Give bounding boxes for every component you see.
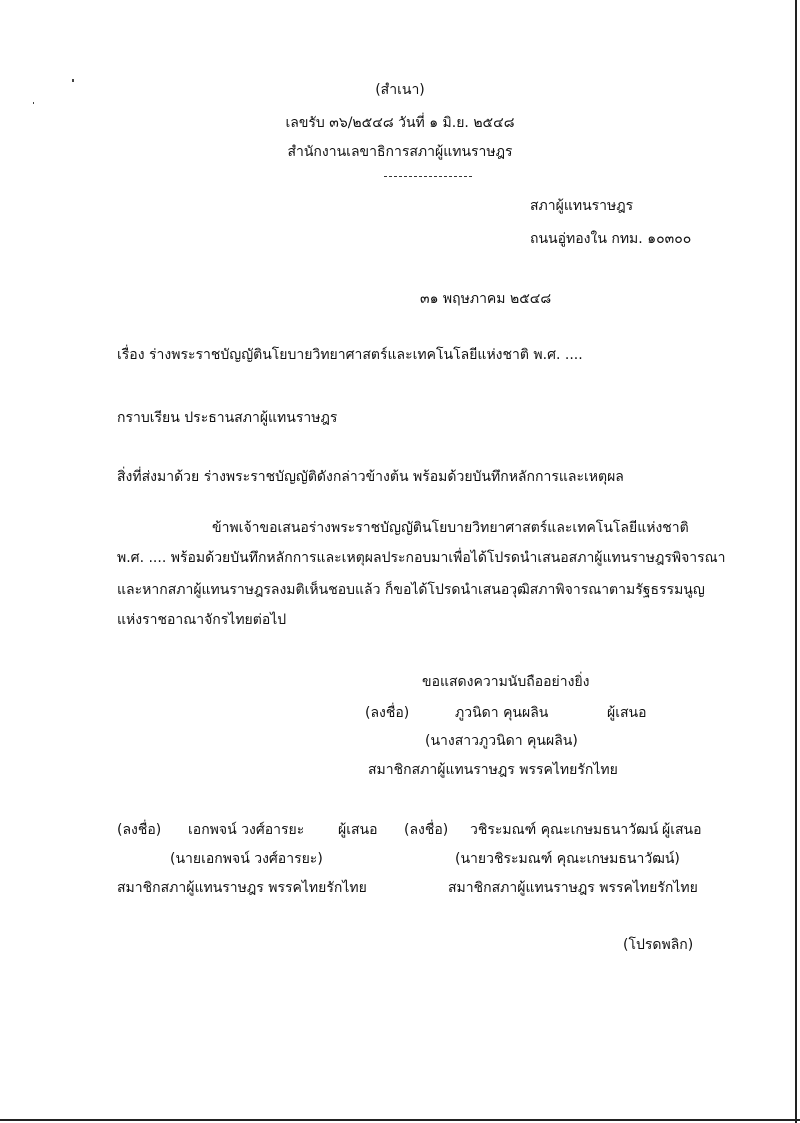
body-line-3: และหากสภาผู้แทนราษฎรลงมติเห็นชอบแล้ว ก็ขอได้โปรดนำเสนอวุฒิสภาพิจารณาตามรัฐธรรมนูญ <box>117 582 705 598</box>
main-signature: ภูวนิดา คุนผลิน <box>455 705 549 721</box>
left-full-name: (นายเอกพจน์ วงศ์อารยะ) <box>170 851 323 867</box>
left-signature: เอกพจน์ วงศ์อารยะ <box>188 822 305 838</box>
enclosure-text: ร่างพระราชบัญญัติดังกล่าวข้างต้น พร้อมด้วยบันทึกหลักการและเหตุผล <box>203 469 624 485</box>
left-sign-label: (ลงชื่อ) <box>117 822 162 838</box>
main-sign-label: (ลงชื่อ) <box>365 705 410 721</box>
body-line-2: พ.ศ. .... พร้อมด้วยบันทึกหลักการและเหตุผลประกอบมาเพื่อได้โปรดนำเสนอสภาผู้แทนราษฎรพิจารณา <box>117 550 726 566</box>
turn-over-note: (โปรดพลิก) <box>623 937 694 953</box>
left-role: ผู้เสนอ <box>338 822 378 838</box>
body-line-1: ข้าพเจ้าขอเสนอร่างพระราชบัญญัตินโยบายวิทยาศาสตร์และเทคโนโลยีแห่งชาติ <box>212 520 689 536</box>
copy-mark: (สำเนา) <box>375 82 425 98</box>
main-affiliation: สมาชิกสภาผู้แทนราษฎร พรรคไทยรักไทย <box>368 762 618 778</box>
letter-date: ๓๑ พฤษภาคม ๒๕๔๘ <box>420 291 552 307</box>
main-full-name: (นางสาวภูวนิดา คุนผลิน) <box>425 733 578 749</box>
address-line-1: สภาผู้แทนราษฎร <box>530 198 634 214</box>
subject-label: เรื่อง <box>117 347 145 363</box>
right-signature: วชิระมณฑ์ คุณะเกษมธนาวัฒน์ <box>470 822 659 838</box>
scan-border-bottom <box>0 1119 800 1121</box>
closing-phrase: ขอแสดงความนับถืออย่างยิ่ง <box>422 674 590 690</box>
header-divider <box>384 176 472 177</box>
receipt-line: เลขรับ ๓๖/๒๕๔๘ วันที่ ๑ มิ.ย. ๒๕๔๘ <box>285 115 515 131</box>
body-line-4: แห่งราชอาณาจักรไทยต่อไป <box>117 612 287 628</box>
salutation-text: ประธานสภาผู้แทนราษฎร <box>184 410 338 426</box>
receiving-office: สำนักงานเลขาธิการสภาผู้แทนราษฎร <box>287 144 513 160</box>
right-sign-label: (ลงชื่อ) <box>404 822 449 838</box>
right-full-name: (นายวชิระมณฑ์ คุณะเกษมธนาวัฒน์) <box>455 851 680 867</box>
scan-speck <box>33 102 34 104</box>
right-affiliation: สมาชิกสภาผู้แทนราษฎร พรรคไทยรักไทย <box>448 880 698 896</box>
address-line-2: ถนนอู่ทองใน กทม. ๑๐๓๐๐ <box>530 231 692 247</box>
main-role: ผู้เสนอ <box>607 705 647 721</box>
scan-border-right <box>795 0 797 1123</box>
salutation-label: กราบเรียน <box>117 410 180 426</box>
enclosure-line <box>117 467 624 487</box>
enclosure-label: สิ่งที่ส่งมาด้วย <box>117 469 200 485</box>
subject-text: ร่างพระราชบัญญัตินโยบายวิทยาศาสตร์และเทคโนโลยีแห่งชาติ พ.ศ. .... <box>149 347 583 363</box>
salutation-line <box>117 408 337 428</box>
right-role: ผู้เสนอ <box>662 822 702 838</box>
left-affiliation: สมาชิกสภาผู้แทนราษฎร พรรคไทยรักไทย <box>117 880 367 896</box>
subject-line <box>117 345 583 365</box>
